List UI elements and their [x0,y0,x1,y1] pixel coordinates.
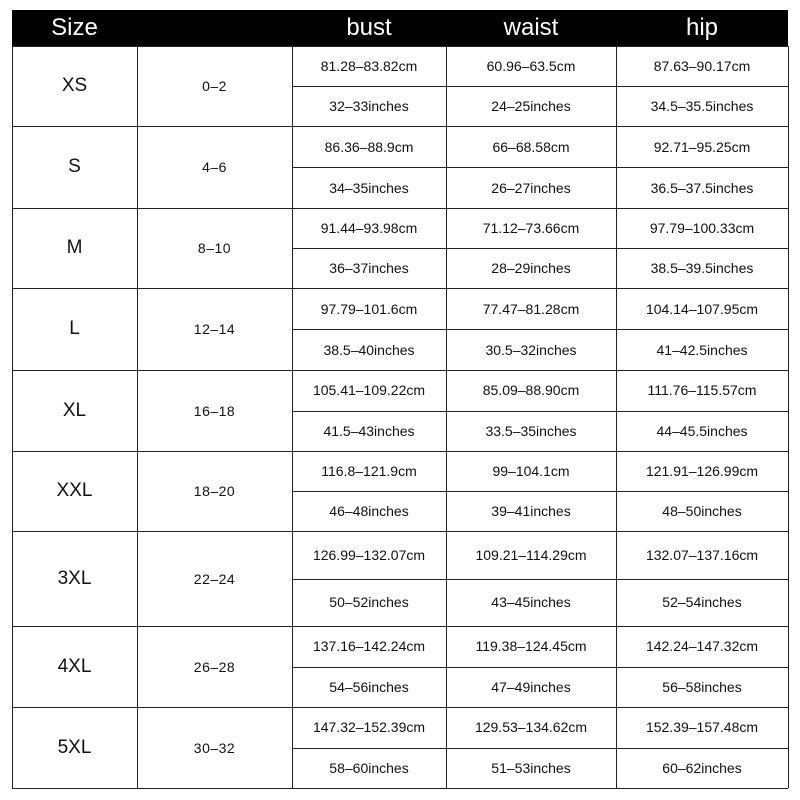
bust-cm-value: 137.16–142.24cm [312,638,426,655]
hip-inch-value: 38.5–39.5inches [650,260,754,276]
us-size-range: 12–14 [193,321,236,337]
bust-inch-value: 58–60inches [329,759,409,776]
us-size-range: 18–20 [193,483,236,499]
bust-inch-value: 50–52inches [329,594,409,611]
bust-inch-value: 41.5–43inches [323,422,415,439]
hip-inch-value: 41–42.5inches [656,341,748,358]
hip-cm-value: 97.79–100.33cm [649,220,755,236]
waist-inch-value: 47–49inches [491,678,571,695]
hip-inch-value: 60–62inches [662,759,742,776]
waist-cm-value: 129.53–134.62cm [474,719,588,736]
waist-cm-value: 60.96–63.5cm [486,58,576,74]
hip-inch-value: 48–50inches [662,503,742,519]
us-size-range: 30–32 [193,739,236,756]
hip-cm-value: 132.07–137.16cm [645,546,759,563]
waist-inch-value: 51–53inches [491,759,571,776]
hip-cm-value: 92.71–95.25cm [653,138,751,155]
waist-cm-value: 109.21–114.29cm [475,546,587,563]
hip-inch-value: 36.5–37.5inches [650,179,754,196]
waist-cm-value: 119.38–124.45cm [475,638,587,655]
hip-cm-value: 87.63–90.17cm [653,58,751,74]
size-label: 3XL [57,567,92,589]
hip-cm-value: 142.24–147.32cm [645,638,759,655]
hip-inch-value: 44–45.5inches [656,422,748,439]
waist-cm-value: 99–104.1cm [492,463,570,479]
waist-inch-value: 43–45inches [491,594,571,611]
hip-inch-value: 34.5–35.5inches [650,98,754,114]
hip-inch-value: 52–54inches [662,594,742,611]
bust-inch-value: 36–37inches [329,260,409,276]
size-label: M [66,237,83,258]
us-size-range: 4–6 [202,159,227,175]
header-bust: bust [292,10,446,46]
header-us-size [137,10,292,46]
bust-inch-value: 38.5–40inches [323,341,415,358]
waist-cm-value: 71.12–73.66cm [482,220,580,236]
bust-inch-value: 46–48inches [329,503,409,519]
bust-cm-value: 147.32–152.39cm [312,719,426,736]
header-size: Size [12,10,137,46]
us-size-range: 8–10 [197,240,232,256]
size-label: 5XL [57,736,92,758]
hip-cm-value: 121.91–126.99cm [645,463,759,479]
us-size-range: 0–2 [202,78,227,94]
us-size-range: 26–28 [193,658,236,675]
waist-inch-value: 26–27inches [491,179,571,196]
waist-cm-value: 66–68.58cm [492,138,570,155]
waist-inch-value: 30.5–32inches [485,341,577,358]
size-label: S [68,156,81,177]
size-label: XL [62,399,87,421]
bust-cm-value: 86.36–88.9cm [324,138,414,155]
bust-inch-value: 54–56inches [329,678,409,695]
size-label: XXL [56,480,93,501]
hip-cm-value: 152.39–157.48cm [645,719,759,736]
header-waist: waist [446,10,616,46]
bust-inch-value: 32–33inches [329,98,409,114]
waist-inch-value: 33.5–35inches [485,422,577,439]
waist-inch-value: 39–41inches [491,503,571,519]
bust-cm-value: 91.44–93.98cm [320,220,418,236]
waist-cm-value: 77.47–81.28cm [482,300,580,317]
bust-cm-value: 116.8–121.9cm [321,463,417,479]
bust-cm-value: 126.99–132.07cm [312,546,426,563]
waist-inch-value: 28–29inches [491,260,571,276]
header-hip: hip [616,10,788,46]
us-size-range: 16–18 [193,402,236,419]
size-label: L [69,318,80,339]
hip-inch-value: 56–58inches [662,678,742,695]
waist-cm-value: 85.09–88.90cm [482,382,580,399]
bust-cm-value: 81.28–83.82cm [320,58,418,74]
us-size-range: 22–24 [193,570,236,587]
waist-inch-value: 24–25inches [491,98,571,114]
size-label: XS [61,75,88,96]
size-label: 4XL [57,655,92,677]
hip-cm-value: 104.14–107.95cm [645,300,759,317]
bust-cm-value: 105.41–109.22cm [312,382,426,399]
bust-inch-value: 34–35inches [329,179,409,196]
bust-cm-value: 97.79–101.6cm [320,300,418,317]
hip-cm-value: 111.76–115.57cm [647,382,757,399]
